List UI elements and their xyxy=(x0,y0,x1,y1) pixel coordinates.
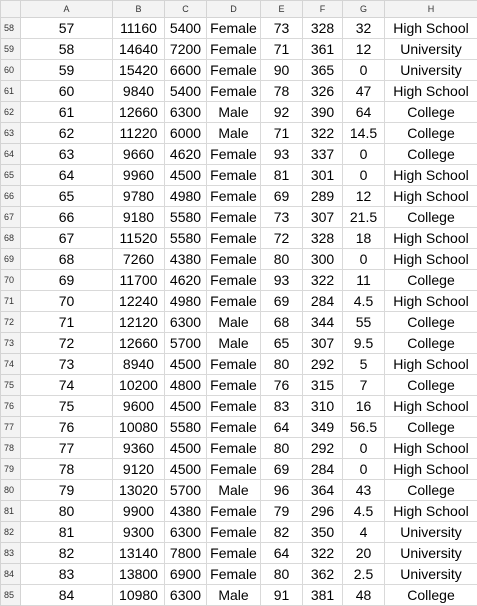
sheet-body xyxy=(1,18,477,606)
table-row xyxy=(1,228,477,249)
cell-f[interactable]: 390 xyxy=(303,102,343,123)
column-header-e[interactable]: E xyxy=(261,1,303,18)
cell-d[interactable]: Female xyxy=(207,207,261,228)
cell-f[interactable]: 381 xyxy=(303,585,343,606)
cell-h[interactable]: High School xyxy=(385,165,477,186)
row-header[interactable]: 73 xyxy=(1,333,21,354)
row-header[interactable]: 71 xyxy=(1,291,21,312)
cell-b[interactable]: 9660 xyxy=(113,144,165,165)
cell-d[interactable]: Female xyxy=(207,291,261,312)
table-row xyxy=(1,186,477,207)
cell-f[interactable]: 292 xyxy=(303,354,343,375)
cell-e[interactable]: 69 xyxy=(261,459,303,480)
cell-a[interactable]: 67 xyxy=(21,228,113,249)
cell-d[interactable]: Male xyxy=(207,480,261,501)
cell-g[interactable]: 7 xyxy=(343,375,385,396)
cell-b[interactable]: 11220 xyxy=(113,123,165,144)
cell-e[interactable]: 82 xyxy=(261,522,303,543)
cell-a[interactable]: 82 xyxy=(21,543,113,564)
row-header[interactable]: 58 xyxy=(1,18,21,39)
cell-c[interactable]: 4500 xyxy=(165,396,207,417)
cell-d[interactable]: Female xyxy=(207,417,261,438)
cell-a[interactable]: 74 xyxy=(21,375,113,396)
cell-d[interactable]: Female xyxy=(207,459,261,480)
cell-a[interactable]: 65 xyxy=(21,186,113,207)
cell-d[interactable]: Female xyxy=(207,186,261,207)
cell-g[interactable]: 18 xyxy=(343,228,385,249)
cell-f[interactable]: 364 xyxy=(303,480,343,501)
column-header-row xyxy=(1,1,477,18)
cell-g[interactable]: 4.5 xyxy=(343,501,385,522)
select-all-corner[interactable] xyxy=(1,1,21,18)
cell-e[interactable]: 93 xyxy=(261,270,303,291)
cell-g[interactable]: 4 xyxy=(343,522,385,543)
cell-h[interactable]: High School xyxy=(385,459,477,480)
cell-c[interactable]: 5400 xyxy=(165,81,207,102)
cell-c[interactable]: 6300 xyxy=(165,522,207,543)
cell-h[interactable]: College xyxy=(385,333,477,354)
row-header[interactable]: 82 xyxy=(1,522,21,543)
table-row xyxy=(1,543,477,564)
cell-g[interactable]: 55 xyxy=(343,312,385,333)
cell-c[interactable]: 6600 xyxy=(165,60,207,81)
cell-f[interactable]: 284 xyxy=(303,459,343,480)
table-row xyxy=(1,564,477,585)
cell-h[interactable]: College xyxy=(385,144,477,165)
cell-f[interactable]: 296 xyxy=(303,501,343,522)
cell-d[interactable]: Male xyxy=(207,312,261,333)
table-row xyxy=(1,396,477,417)
cell-d[interactable]: Female xyxy=(207,165,261,186)
cell-d[interactable]: Female xyxy=(207,228,261,249)
cell-b[interactable]: 12120 xyxy=(113,312,165,333)
cell-h[interactable]: High School xyxy=(385,291,477,312)
cell-d[interactable]: Male xyxy=(207,333,261,354)
cell-h[interactable]: College xyxy=(385,123,477,144)
cell-h[interactable]: High School xyxy=(385,396,477,417)
row-header[interactable]: 66 xyxy=(1,186,21,207)
cell-e[interactable]: 96 xyxy=(261,480,303,501)
cell-e[interactable]: 64 xyxy=(261,417,303,438)
cell-a[interactable]: 84 xyxy=(21,585,113,606)
cell-f[interactable]: 310 xyxy=(303,396,343,417)
cell-d[interactable]: Female xyxy=(207,81,261,102)
cell-e[interactable]: 90 xyxy=(261,60,303,81)
cell-c[interactable]: 4800 xyxy=(165,375,207,396)
table-row xyxy=(1,501,477,522)
table-row xyxy=(1,249,477,270)
cell-f[interactable]: 349 xyxy=(303,417,343,438)
cell-e[interactable]: 71 xyxy=(261,123,303,144)
cell-d[interactable]: Male xyxy=(207,123,261,144)
cell-b[interactable]: 12660 xyxy=(113,102,165,123)
row-header[interactable]: 65 xyxy=(1,165,21,186)
cell-f[interactable]: 284 xyxy=(303,291,343,312)
cell-d[interactable]: Female xyxy=(207,60,261,81)
cell-a[interactable]: 77 xyxy=(21,438,113,459)
cell-e[interactable]: 73 xyxy=(261,18,303,39)
cell-h[interactable]: University xyxy=(385,543,477,564)
cell-c[interactable]: 6900 xyxy=(165,564,207,585)
cell-g[interactable]: 0 xyxy=(343,249,385,270)
cell-c[interactable]: 5400 xyxy=(165,18,207,39)
row-header[interactable]: 84 xyxy=(1,564,21,585)
cell-a[interactable]: 78 xyxy=(21,459,113,480)
cell-e[interactable]: 79 xyxy=(261,501,303,522)
cell-d[interactable]: Female xyxy=(207,396,261,417)
row-header[interactable]: 69 xyxy=(1,249,21,270)
cell-a[interactable]: 75 xyxy=(21,396,113,417)
cell-h[interactable]: College xyxy=(385,417,477,438)
cell-a[interactable]: 58 xyxy=(21,39,113,60)
cell-e[interactable]: 91 xyxy=(261,585,303,606)
row-header[interactable]: 79 xyxy=(1,459,21,480)
cell-c[interactable]: 4980 xyxy=(165,186,207,207)
cell-b[interactable]: 15420 xyxy=(113,60,165,81)
cell-h[interactable]: High School xyxy=(385,81,477,102)
cell-f[interactable]: 301 xyxy=(303,165,343,186)
cell-b[interactable]: 9600 xyxy=(113,396,165,417)
cell-f[interactable]: 350 xyxy=(303,522,343,543)
cell-h[interactable]: University xyxy=(385,39,477,60)
cell-a[interactable]: 62 xyxy=(21,123,113,144)
cell-a[interactable]: 64 xyxy=(21,165,113,186)
cell-h[interactable]: University xyxy=(385,60,477,81)
cell-b[interactable]: 9300 xyxy=(113,522,165,543)
table-row xyxy=(1,522,477,543)
column-header-f[interactable]: F xyxy=(303,1,343,18)
row-header[interactable]: 76 xyxy=(1,396,21,417)
table-row xyxy=(1,144,477,165)
table-row xyxy=(1,480,477,501)
cell-c[interactable]: 4980 xyxy=(165,291,207,312)
cell-b[interactable]: 12240 xyxy=(113,291,165,312)
cell-c[interactable]: 5700 xyxy=(165,480,207,501)
cell-f[interactable]: 307 xyxy=(303,333,343,354)
cell-f[interactable]: 289 xyxy=(303,186,343,207)
row-header[interactable]: 78 xyxy=(1,438,21,459)
cell-c[interactable]: 5580 xyxy=(165,207,207,228)
row-header[interactable]: 80 xyxy=(1,480,21,501)
table-row xyxy=(1,81,477,102)
cell-b[interactable]: 9840 xyxy=(113,81,165,102)
cell-h[interactable]: College xyxy=(385,480,477,501)
cell-b[interactable]: 10200 xyxy=(113,375,165,396)
row-header[interactable]: 68 xyxy=(1,228,21,249)
cell-g[interactable]: 4.5 xyxy=(343,291,385,312)
cell-f[interactable]: 292 xyxy=(303,438,343,459)
cell-d[interactable]: Female xyxy=(207,39,261,60)
cell-g[interactable]: 48 xyxy=(343,585,385,606)
row-header[interactable]: 74 xyxy=(1,354,21,375)
cell-c[interactable]: 4500 xyxy=(165,165,207,186)
cell-d[interactable]: Female xyxy=(207,354,261,375)
cell-h[interactable]: College xyxy=(385,375,477,396)
cell-b[interactable]: 13020 xyxy=(113,480,165,501)
cell-a[interactable]: 71 xyxy=(21,312,113,333)
table-row xyxy=(1,291,477,312)
cell-e[interactable]: 93 xyxy=(261,144,303,165)
cell-g[interactable]: 0 xyxy=(343,459,385,480)
column-header-a[interactable]: A xyxy=(21,1,113,18)
row-header[interactable]: 64 xyxy=(1,144,21,165)
cell-a[interactable]: 60 xyxy=(21,81,113,102)
cell-e[interactable]: 68 xyxy=(261,312,303,333)
cell-c[interactable]: 4380 xyxy=(165,249,207,270)
cell-c[interactable]: 5700 xyxy=(165,333,207,354)
cell-e[interactable]: 80 xyxy=(261,354,303,375)
cell-d[interactable]: Female xyxy=(207,144,261,165)
cell-d[interactable]: Female xyxy=(207,564,261,585)
cell-c[interactable]: 6300 xyxy=(165,585,207,606)
cell-e[interactable]: 65 xyxy=(261,333,303,354)
cell-b[interactable]: 13140 xyxy=(113,543,165,564)
cell-e[interactable]: 76 xyxy=(261,375,303,396)
table-row xyxy=(1,102,477,123)
cell-h[interactable]: High School xyxy=(385,186,477,207)
cell-a[interactable]: 72 xyxy=(21,333,113,354)
cell-c[interactable]: 7800 xyxy=(165,543,207,564)
cell-f[interactable]: 322 xyxy=(303,543,343,564)
cell-c[interactable]: 4500 xyxy=(165,354,207,375)
cell-a[interactable]: 81 xyxy=(21,522,113,543)
cell-h[interactable]: University xyxy=(385,522,477,543)
cell-e[interactable]: 80 xyxy=(261,249,303,270)
cell-e[interactable]: 69 xyxy=(261,186,303,207)
cell-b[interactable]: 9900 xyxy=(113,501,165,522)
cell-g[interactable]: 0 xyxy=(343,60,385,81)
cell-g[interactable]: 21.5 xyxy=(343,207,385,228)
cell-a[interactable]: 70 xyxy=(21,291,113,312)
cell-h[interactable]: High School xyxy=(385,18,477,39)
cell-g[interactable]: 43 xyxy=(343,480,385,501)
cell-c[interactable]: 4500 xyxy=(165,459,207,480)
cell-h[interactable]: High School xyxy=(385,228,477,249)
cell-b[interactable]: 9960 xyxy=(113,165,165,186)
cell-g[interactable]: 9.5 xyxy=(343,333,385,354)
cell-e[interactable]: 83 xyxy=(261,396,303,417)
cell-d[interactable]: Female xyxy=(207,249,261,270)
cell-f[interactable]: 362 xyxy=(303,564,343,585)
cell-f[interactable]: 322 xyxy=(303,270,343,291)
cell-b[interactable]: 11700 xyxy=(113,270,165,291)
column-header-g[interactable]: G xyxy=(343,1,385,18)
cell-e[interactable]: 72 xyxy=(261,228,303,249)
cell-e[interactable]: 80 xyxy=(261,564,303,585)
table-row xyxy=(1,417,477,438)
cell-e[interactable]: 64 xyxy=(261,543,303,564)
cell-c[interactable]: 4380 xyxy=(165,501,207,522)
row-header[interactable]: 81 xyxy=(1,501,21,522)
cell-a[interactable]: 68 xyxy=(21,249,113,270)
cell-g[interactable]: 2.5 xyxy=(343,564,385,585)
column-header-c[interactable]: C xyxy=(165,1,207,18)
table-row xyxy=(1,354,477,375)
cell-b[interactable]: 11520 xyxy=(113,228,165,249)
cell-f[interactable]: 328 xyxy=(303,18,343,39)
cell-d[interactable]: Female xyxy=(207,270,261,291)
cell-c[interactable]: 4620 xyxy=(165,270,207,291)
cell-e[interactable]: 80 xyxy=(261,438,303,459)
cell-c[interactable]: 6300 xyxy=(165,102,207,123)
cell-a[interactable]: 80 xyxy=(21,501,113,522)
cell-h[interactable]: High School xyxy=(385,354,477,375)
row-header[interactable]: 75 xyxy=(1,375,21,396)
cell-a[interactable]: 59 xyxy=(21,60,113,81)
cell-f[interactable]: 315 xyxy=(303,375,343,396)
cell-g[interactable]: 56.5 xyxy=(343,417,385,438)
row-header[interactable]: 77 xyxy=(1,417,21,438)
cell-g[interactable]: 64 xyxy=(343,102,385,123)
cell-g[interactable]: 0 xyxy=(343,438,385,459)
table-row xyxy=(1,438,477,459)
cell-a[interactable]: 61 xyxy=(21,102,113,123)
column-header-h[interactable]: H xyxy=(385,1,477,18)
row-header[interactable]: 61 xyxy=(1,81,21,102)
cell-a[interactable]: 69 xyxy=(21,270,113,291)
cell-d[interactable]: Female xyxy=(207,543,261,564)
cell-b[interactable]: 7260 xyxy=(113,249,165,270)
cell-f[interactable]: 365 xyxy=(303,60,343,81)
cell-f[interactable]: 361 xyxy=(303,39,343,60)
cell-e[interactable]: 71 xyxy=(261,39,303,60)
cell-h[interactable]: University xyxy=(385,564,477,585)
cell-c[interactable]: 4500 xyxy=(165,438,207,459)
cell-f[interactable]: 328 xyxy=(303,228,343,249)
cell-c[interactable]: 6000 xyxy=(165,123,207,144)
table-row xyxy=(1,333,477,354)
cell-e[interactable]: 92 xyxy=(261,102,303,123)
cell-h[interactable]: High School xyxy=(385,249,477,270)
cell-b[interactable]: 10080 xyxy=(113,417,165,438)
table-row xyxy=(1,60,477,81)
cell-c[interactable]: 5580 xyxy=(165,417,207,438)
row-header[interactable]: 83 xyxy=(1,543,21,564)
cell-e[interactable]: 81 xyxy=(261,165,303,186)
cell-a[interactable]: 76 xyxy=(21,417,113,438)
cell-a[interactable]: 66 xyxy=(21,207,113,228)
table-row xyxy=(1,39,477,60)
table-row xyxy=(1,270,477,291)
cell-b[interactable]: 12660 xyxy=(113,333,165,354)
cell-g[interactable]: 5 xyxy=(343,354,385,375)
table-row xyxy=(1,585,477,606)
row-header[interactable]: 85 xyxy=(1,585,21,606)
cell-d[interactable]: Female xyxy=(207,501,261,522)
cell-b[interactable]: 10980 xyxy=(113,585,165,606)
cell-h[interactable]: High School xyxy=(385,501,477,522)
cell-g[interactable]: 12 xyxy=(343,39,385,60)
cell-c[interactable]: 6300 xyxy=(165,312,207,333)
row-header[interactable]: 60 xyxy=(1,60,21,81)
row-header[interactable]: 62 xyxy=(1,102,21,123)
cell-g[interactable]: 0 xyxy=(343,165,385,186)
row-header[interactable]: 63 xyxy=(1,123,21,144)
cell-b[interactable]: 9360 xyxy=(113,438,165,459)
cell-d[interactable]: Female xyxy=(207,375,261,396)
cell-g[interactable]: 32 xyxy=(343,18,385,39)
cell-a[interactable]: 63 xyxy=(21,144,113,165)
cell-f[interactable]: 300 xyxy=(303,249,343,270)
column-header-d[interactable]: D xyxy=(207,1,261,18)
cell-e[interactable]: 78 xyxy=(261,81,303,102)
cell-g[interactable]: 12 xyxy=(343,186,385,207)
cell-b[interactable]: 13800 xyxy=(113,564,165,585)
cell-c[interactable]: 5580 xyxy=(165,228,207,249)
cell-a[interactable]: 57 xyxy=(21,18,113,39)
cell-b[interactable]: 8940 xyxy=(113,354,165,375)
cell-h[interactable]: College xyxy=(385,270,477,291)
table-row xyxy=(1,459,477,480)
cell-h[interactable]: College xyxy=(385,207,477,228)
row-header[interactable]: 67 xyxy=(1,207,21,228)
cell-c[interactable]: 7200 xyxy=(165,39,207,60)
cell-g[interactable]: 20 xyxy=(343,543,385,564)
cell-d[interactable]: Female xyxy=(207,522,261,543)
cell-f[interactable]: 326 xyxy=(303,81,343,102)
cell-d[interactable]: Male xyxy=(207,585,261,606)
cell-f[interactable]: 344 xyxy=(303,312,343,333)
cell-e[interactable]: 73 xyxy=(261,207,303,228)
table-row xyxy=(1,375,477,396)
cell-e[interactable]: 69 xyxy=(261,291,303,312)
cell-g[interactable]: 0 xyxy=(343,144,385,165)
cell-h[interactable]: High School xyxy=(385,438,477,459)
table-row xyxy=(1,123,477,144)
cell-a[interactable]: 73 xyxy=(21,354,113,375)
table-row xyxy=(1,18,477,39)
cell-b[interactable]: 9120 xyxy=(113,459,165,480)
cell-a[interactable]: 79 xyxy=(21,480,113,501)
cell-f[interactable]: 337 xyxy=(303,144,343,165)
table-row xyxy=(1,165,477,186)
row-header[interactable]: 70 xyxy=(1,270,21,291)
cell-b[interactable]: 14640 xyxy=(113,39,165,60)
row-header[interactable]: 72 xyxy=(1,312,21,333)
cell-b[interactable]: 9780 xyxy=(113,186,165,207)
cell-g[interactable]: 16 xyxy=(343,396,385,417)
cell-g[interactable]: 47 xyxy=(343,81,385,102)
column-header-b[interactable]: B xyxy=(113,1,165,18)
cell-g[interactable]: 14.5 xyxy=(343,123,385,144)
row-header[interactable]: 59 xyxy=(1,39,21,60)
cell-h[interactable]: College xyxy=(385,585,477,606)
cell-b[interactable]: 9180 xyxy=(113,207,165,228)
cell-b[interactable]: 11160 xyxy=(113,18,165,39)
cell-g[interactable]: 11 xyxy=(343,270,385,291)
cell-f[interactable]: 322 xyxy=(303,123,343,144)
cell-d[interactable]: Male xyxy=(207,102,261,123)
cell-d[interactable]: Female xyxy=(207,18,261,39)
cell-f[interactable]: 307 xyxy=(303,207,343,228)
cell-d[interactable]: Female xyxy=(207,438,261,459)
cell-h[interactable]: College xyxy=(385,312,477,333)
cell-h[interactable]: College xyxy=(385,102,477,123)
table-row xyxy=(1,207,477,228)
table-row xyxy=(1,312,477,333)
cell-c[interactable]: 4620 xyxy=(165,144,207,165)
cell-a[interactable]: 83 xyxy=(21,564,113,585)
